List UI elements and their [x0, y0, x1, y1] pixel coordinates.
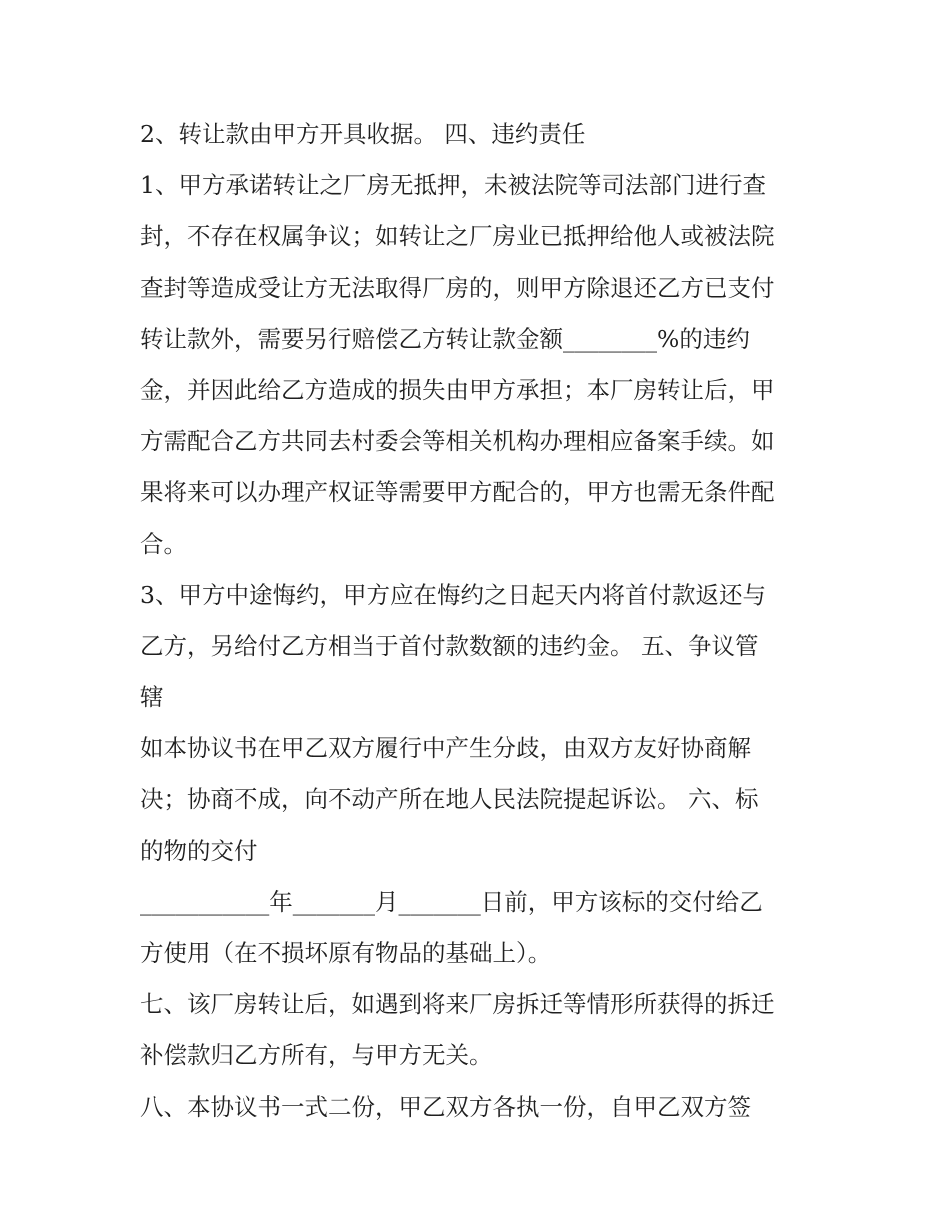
text-line: 乙方，另给付乙方相当于首付款数额的违约金。 五、争议管 — [140, 631, 759, 660]
text-line: ___________年_______月_______日前，甲方该标的交付给乙 — [140, 887, 763, 916]
text-line: 金，并因此给乙方造成的损失由甲方承担；本厂房转让后，甲 — [140, 375, 775, 404]
text-line: 合。 — [140, 529, 187, 558]
text-line: 查封等造成受让方无法取得厂房的，则甲方除退还乙方已支付 — [140, 273, 775, 302]
text-line: 如本协议书在甲乙双方履行中产生分歧，由双方友好协商解 — [140, 734, 751, 763]
text-line: 果将来可以办理产权证等需要甲方配合的，甲方也需无条件配 — [140, 478, 775, 507]
text-line: 的物的交付 — [140, 836, 258, 865]
text-line: 七、该厂房转让后，如遇到将来厂房拆迁等情形所获得的拆迁 — [140, 990, 775, 1019]
text-line: 1、甲方承诺转让之厂房无抵押，未被法院等司法部门进行查 — [140, 171, 766, 200]
text-line: 3、甲方中途悔约，甲方应在悔约之日起天内将首付款返还与 — [140, 580, 766, 609]
text-line: 八、本协议书一式二份，甲乙双方各执一份，自甲乙双方签 — [140, 1092, 751, 1121]
text-line: 2、转让款由甲方开具收据。 四、违约责任 — [140, 120, 586, 148]
text-line: 转让款外，需要另行赔偿乙方转让款金额________%的违约 — [140, 324, 750, 353]
text-line: 封，不存在权属争议；如转让之厂房业已抵押给他人或被法院 — [140, 222, 775, 251]
text-line: 补偿款归乙方所有，与甲方无关。 — [140, 1041, 493, 1070]
text-line: 决；协商不成，向不动产所在地人民法院提起诉讼。 六、标 — [140, 785, 759, 814]
document-body — [140, 109, 820, 1133]
text-line: 辖 — [140, 683, 164, 712]
text-line: 方需配合乙方共同去村委会等相关机构办理相应备案手续。如 — [140, 427, 775, 456]
text-line: 方使用（在不损坏原有物品的基础上）。 — [140, 939, 552, 967]
